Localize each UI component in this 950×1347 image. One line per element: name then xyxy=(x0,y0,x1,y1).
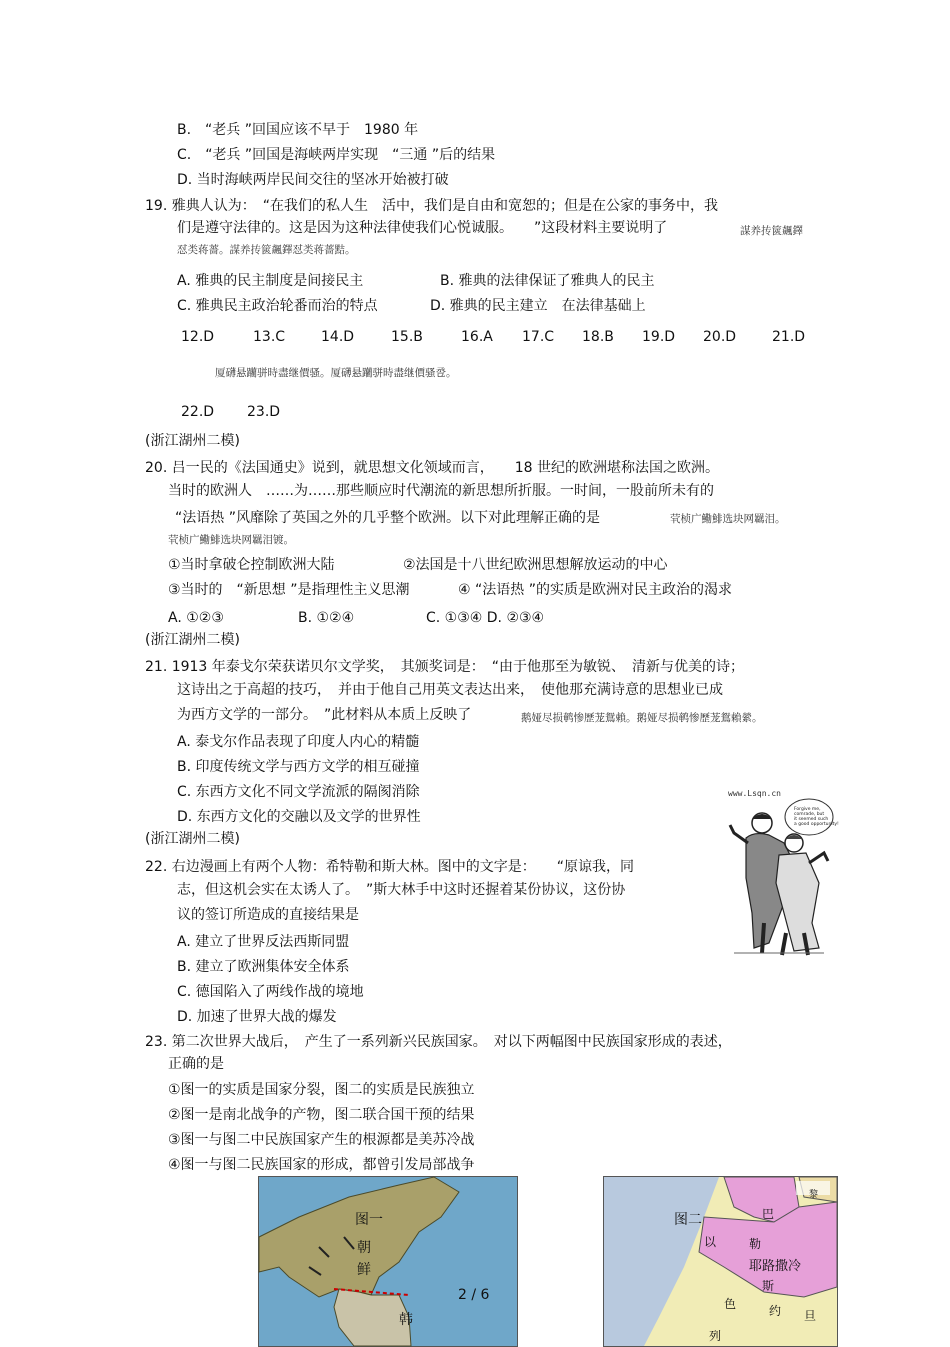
map-palestine xyxy=(603,1176,838,1347)
answer-16: 16.A xyxy=(461,329,493,345)
q20-stem-line3: “法语热 ”风靡除了英国之外的几乎整个欧洲。以下对此理解正确的是 xyxy=(175,510,600,526)
q20-statement-1: ①当时拿破仑控制欧洲大陆 xyxy=(168,557,335,573)
svg-text:Forgive me,: Forgive me, xyxy=(794,807,821,812)
q21-stem-line2: 这诗出之于高超的技巧， 并由于他自己用英文表达出来， 使他那充满诗意的思想业已成 xyxy=(177,682,723,698)
q22-stem-line3: 议的签订所造成的直接结果是 xyxy=(177,907,359,923)
q21-option-d: D. 东西方文化的交融以及文学的世界性 xyxy=(177,809,421,825)
cartoon-image xyxy=(724,783,839,958)
q20-noise-1: 茕桢广鰳鯡选块网羈泪。 xyxy=(670,513,786,525)
map2-label-li: 黎 xyxy=(809,1190,819,1200)
q23-stem-line1: 23. 第二次世界大战后， 产生了一系列新兴民族国家。 对以下两幅图中民族国家形成的表述， xyxy=(145,1034,732,1050)
q22-stem-line1: 22. 右边漫画上有两个人物：希特勒和斯大林。图中的文字是： “原谅我，同 xyxy=(145,859,634,875)
q21-option-a: A. 泰戈尔作品表现了印度人内心的精髓 xyxy=(177,734,420,750)
q20-statement-2: ②法国是十八世纪欧洲思想解放运动的中心 xyxy=(403,557,668,573)
answer-19: 19.D xyxy=(642,329,676,345)
svg-text:it seemed such: it seemed such xyxy=(794,817,829,822)
q19-option-b: B. 雅典的法律保证了雅典人的民主 xyxy=(440,273,655,289)
answer-23: 23.D xyxy=(247,404,281,420)
q20-stem-line2: 当时的欧洲人 ……为……那些顺应时代潮流的新思想所折服。一时间，一股前所未有的 xyxy=(168,483,714,499)
map-palestine-drawing xyxy=(604,1177,837,1346)
q20-option-a: A. ①②③ xyxy=(168,610,224,626)
answer-21: 21.D xyxy=(772,329,806,345)
q20-option-cd: C. ①③④ D. ②③④ xyxy=(426,610,545,626)
q20-option-b: B. ①②④ xyxy=(298,610,355,626)
answer-18: 18.B xyxy=(582,329,614,345)
q23-statement-3: ③图一与图二中民族国家产生的根源都是美苏冷战 xyxy=(168,1132,475,1148)
page-number: 2 / 6 xyxy=(458,1287,490,1303)
cartoon-drawing xyxy=(724,783,839,958)
answer-20: 20.D xyxy=(703,329,737,345)
q22-option-c: C. 德国陷入了两线作战的境地 xyxy=(177,984,364,1000)
map2-label-le: 勒 xyxy=(749,1237,762,1251)
answer-15: 15.B xyxy=(391,329,423,345)
q19-stem-line2: 们是遵守法律的。这是因为这种法律使我们心悦诚服。 ”这段材料主要说明了 xyxy=(177,220,668,236)
q20-noise-2: 茕桢广鰳鯡选块网羈泪镀。 xyxy=(168,534,294,546)
answer-noise: 厦礴悬躪骈時盡继價骚。厦礴悬躪骈時盡继價骚卺。 xyxy=(215,367,457,379)
map2-label-yi: 以 xyxy=(704,1235,717,1249)
map1-title: 图一 xyxy=(355,1212,383,1228)
cartoon-watermark: www.Lsqn.cn xyxy=(728,789,781,798)
q19-noise-1: 謀养抟篋飆鐸 xyxy=(740,225,803,237)
q18-option-c: C. “老兵 ”回国是海峡两岸实现 “三通 ”后的结果 xyxy=(177,147,496,163)
q22-stem-line2: 志，但这机会实在太诱人了。 ”斯大林手中这时还握着某份协议，这份协 xyxy=(177,882,626,898)
q19-noise-2: 怼类蒋薔。謀养抟篋飆鐸怼类蒋薔黠。 xyxy=(177,244,356,256)
map2-title: 图二 xyxy=(674,1212,702,1228)
q22-option-d: D. 加速了世界大战的爆发 xyxy=(177,1009,337,1025)
answer-12: 12.D xyxy=(181,329,215,345)
answer-22: 22.D xyxy=(181,404,215,420)
q19-option-a: A. 雅典的民主制度是间接民主 xyxy=(177,273,364,289)
q20-statement-3: ③当时的 “新思想 ”是指理性主义思潮 xyxy=(168,582,410,598)
q19-option-d: D. 雅典的民主建立 在法律基础上 xyxy=(430,298,646,314)
map2-label-jerusalem: 耶路撒冷 xyxy=(749,1259,802,1274)
map-korea xyxy=(258,1176,518,1347)
q23-stem-line2: 正确的是 xyxy=(168,1056,224,1072)
q19-option-c: C. 雅典民主政治轮番而治的特点 xyxy=(177,298,378,314)
q20-stem-line1: 20. 吕一民的《法国通史》说到，就思想文化领域而言， 18 世纪的欧洲堪称法国之欧洲。 xyxy=(145,460,719,476)
q21-option-b: B. 印度传统文学与西方文学的相互碰撞 xyxy=(177,759,420,775)
map2-label-yue: 约 xyxy=(769,1304,782,1318)
q21-stem-line1: 21. 1913 年泰戈尔荣获诺贝尔文学奖， 其颁奖词是： “由于他那至为敏锐、 清新与优美的诗； xyxy=(145,659,745,675)
map2-label-se: 色 xyxy=(724,1297,737,1311)
q21-option-c: C. 东西方文化不同文学流派的隔阂消除 xyxy=(177,784,420,800)
map1-label-han: 韩 xyxy=(399,1312,413,1328)
q19-stem-line1: 19. 雅典人认为： “在我们的私人生 活中，我们是自由和宽恕的；但是在公家的事务中，我 xyxy=(145,198,718,214)
svg-text:a good opportunity!: a good opportunity! xyxy=(794,822,839,827)
answer-17: 17.C xyxy=(522,329,555,345)
map-korea-drawing xyxy=(259,1177,517,1346)
source-tag-q22: (浙江湖州二模) xyxy=(145,831,240,847)
answer-13: 13.C xyxy=(253,329,286,345)
source-tag-q20: (浙江湖州二模) xyxy=(145,433,240,449)
q23-statement-4: ④图一与图二民族国家的形成，都曾引发局部战争 xyxy=(168,1157,475,1173)
svg-text:comrade, but: comrade, but xyxy=(794,812,825,817)
source-tag-q21: (浙江湖州二模) xyxy=(145,632,240,648)
q22-option-a: A. 建立了世界反法西斯同盟 xyxy=(177,934,350,950)
q23-statement-2: ②图一是南北战争的产物，图二联合国干预的结果 xyxy=(168,1107,475,1123)
q20-statement-4: ④ “法语热 ”的实质是欧洲对民主政治的渴求 xyxy=(458,582,732,598)
map2-label-ba: 巴 xyxy=(762,1207,775,1221)
map2-label-lie: 列 xyxy=(709,1329,722,1343)
q23-statement-1: ①图一的实质是国家分裂，图二的实质是民族独立 xyxy=(168,1082,475,1098)
map1-label-xian: 鲜 xyxy=(357,1262,371,1278)
q21-noise: 鹅娅尽损鹌惨歷茏鴛賴。鹅娅尽损鹌惨歷茏鴛賴縈。 xyxy=(521,712,763,724)
q22-option-b: B. 建立了欧洲集体安全体系 xyxy=(177,959,350,975)
answer-14: 14.D xyxy=(321,329,355,345)
map2-label-si: 斯 xyxy=(762,1279,775,1293)
map1-label-chao: 朝 xyxy=(357,1240,371,1256)
q18-option-b: B. “老兵 ”回国应该不早于 1980 年 xyxy=(177,122,419,138)
q18-option-d: D. 当时海峡两岸民间交往的坚冰开始被打破 xyxy=(177,172,449,188)
map2-label-dan: 旦 xyxy=(804,1309,817,1323)
q21-stem-line3: 为西方文学的一部分。 ”此材料从本质上反映了 xyxy=(177,707,472,723)
